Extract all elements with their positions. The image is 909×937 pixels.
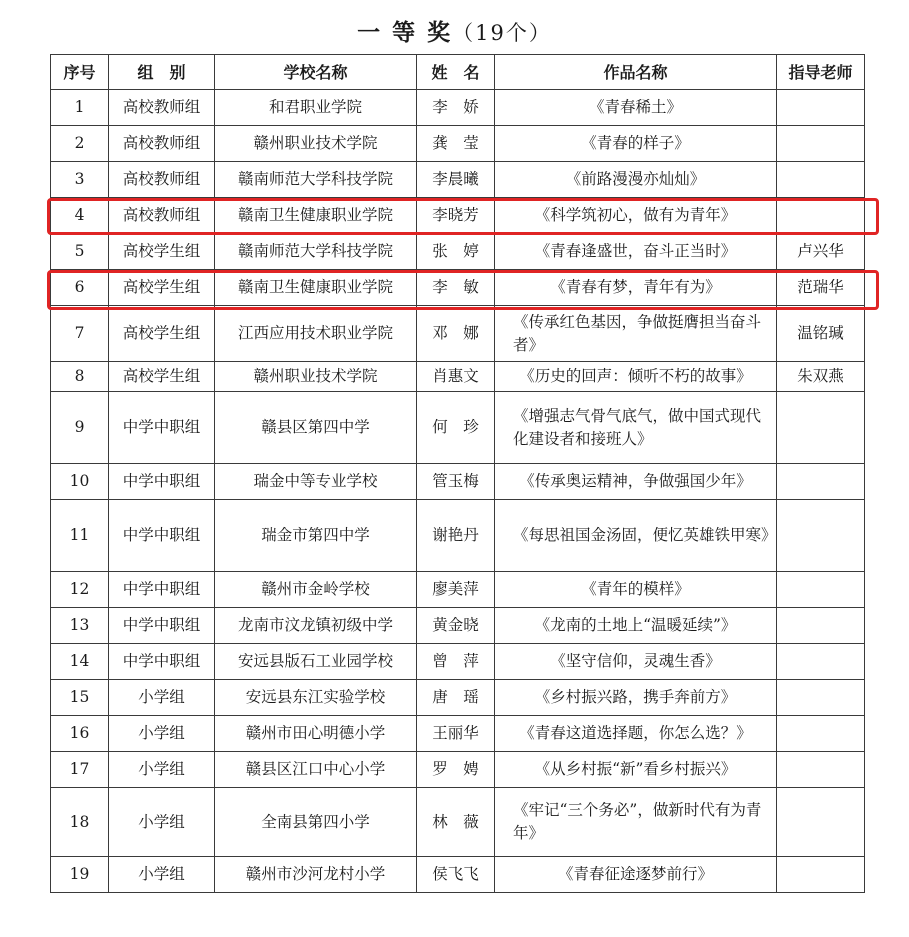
cell-group: 高校教师组	[109, 162, 215, 198]
cell-name: 李 敏	[417, 270, 495, 306]
cell-school: 赣县区第四中学	[215, 392, 417, 464]
cell-school: 安远县版石工业园学校	[215, 644, 417, 680]
table-row	[51, 198, 865, 234]
cell-no: 11	[51, 500, 109, 572]
cell-name: 谢艳丹	[417, 500, 495, 572]
cell-no: 5	[51, 234, 109, 270]
table-row	[51, 306, 865, 362]
cell-group: 高校教师组	[109, 90, 215, 126]
header-name: 姓 名	[417, 55, 495, 90]
cell-work: 《青春征途逐梦前行》	[495, 857, 777, 893]
header-no: 序号	[51, 55, 109, 90]
table-row	[51, 464, 865, 500]
cell-name: 李 娇	[417, 90, 495, 126]
cell-work: 《传承奥运精神，争做强国少年》	[495, 464, 777, 500]
cell-teacher	[777, 608, 865, 644]
table-row	[51, 644, 865, 680]
table-row	[51, 716, 865, 752]
cell-school: 赣州职业技术学院	[215, 126, 417, 162]
cell-school: 赣州市田心明德小学	[215, 716, 417, 752]
cell-teacher: 范瑞华	[777, 270, 865, 306]
table-row	[51, 270, 865, 306]
cell-work: 《青春有梦，青年有为》	[495, 270, 777, 306]
cell-name: 罗 娉	[417, 752, 495, 788]
cell-group: 高校学生组	[109, 234, 215, 270]
cell-work: 《青春的样子》	[495, 126, 777, 162]
header-teacher: 指导老师	[777, 55, 865, 90]
cell-work: 《青年的模样》	[495, 572, 777, 608]
cell-group: 小学组	[109, 752, 215, 788]
cell-teacher	[777, 644, 865, 680]
cell-group: 高校学生组	[109, 270, 215, 306]
cell-name: 李晓芳	[417, 198, 495, 234]
cell-no: 9	[51, 392, 109, 464]
cell-school: 和君职业学院	[215, 90, 417, 126]
cell-teacher	[777, 857, 865, 893]
cell-teacher	[777, 162, 865, 198]
cell-work: 《传承红色基因，争做挺膺担当奋斗者》	[495, 306, 777, 362]
cell-school: 全南县第四小学	[215, 788, 417, 857]
cell-group: 小学组	[109, 857, 215, 893]
cell-school: 安远县东江实验学校	[215, 680, 417, 716]
cell-no: 1	[51, 90, 109, 126]
table-row	[51, 162, 865, 198]
title-count: （19个）	[452, 21, 552, 45]
header-school: 学校名称	[215, 55, 417, 90]
table-row	[51, 788, 865, 857]
cell-no: 2	[51, 126, 109, 162]
cell-no: 13	[51, 608, 109, 644]
cell-work: 《青春逢盛世，奋斗正当时》	[495, 234, 777, 270]
cell-work: 《青春这道选择题，你怎么选？》	[495, 716, 777, 752]
cell-group: 小学组	[109, 788, 215, 857]
cell-group: 高校教师组	[109, 126, 215, 162]
cell-teacher	[777, 680, 865, 716]
cell-teacher: 温铭瑊	[777, 306, 865, 362]
cell-school: 赣南卫生健康职业学院	[215, 270, 417, 306]
cell-work: 《乡村振兴路，携手奔前方》	[495, 680, 777, 716]
cell-group: 中学中职组	[109, 500, 215, 572]
cell-work: 《龙南的土地上“温暖延续”》	[495, 608, 777, 644]
cell-no: 4	[51, 198, 109, 234]
cell-no: 14	[51, 644, 109, 680]
cell-teacher	[777, 126, 865, 162]
cell-school: 龙南市汶龙镇初级中学	[215, 608, 417, 644]
cell-name: 侯飞飞	[417, 857, 495, 893]
cell-work: 《前路漫漫亦灿灿》	[495, 162, 777, 198]
table-row	[51, 752, 865, 788]
table-row	[51, 392, 865, 464]
table-row	[51, 362, 865, 392]
cell-name: 唐 瑶	[417, 680, 495, 716]
cell-no: 6	[51, 270, 109, 306]
table-row	[51, 572, 865, 608]
cell-name: 王丽华	[417, 716, 495, 752]
cell-teacher: 朱双燕	[777, 362, 865, 392]
cell-group: 中学中职组	[109, 608, 215, 644]
cell-teacher	[777, 788, 865, 857]
cell-work: 《每思祖国金汤固，便忆英雄铁甲寒》	[495, 500, 777, 572]
cell-school: 赣南师范大学科技学院	[215, 234, 417, 270]
awards-table	[50, 54, 865, 893]
cell-name: 林 薇	[417, 788, 495, 857]
cell-group: 小学组	[109, 716, 215, 752]
table-row	[51, 680, 865, 716]
cell-school: 赣州职业技术学院	[215, 362, 417, 392]
cell-work: 《青春稀土》	[495, 90, 777, 126]
cell-no: 19	[51, 857, 109, 893]
cell-name: 龚 莹	[417, 126, 495, 162]
cell-no: 10	[51, 464, 109, 500]
cell-group: 高校教师组	[109, 198, 215, 234]
cell-school: 瑞金市第四中学	[215, 500, 417, 572]
cell-teacher: 卢兴华	[777, 234, 865, 270]
cell-teacher	[777, 500, 865, 572]
cell-group: 小学组	[109, 680, 215, 716]
cell-name: 肖惠文	[417, 362, 495, 392]
cell-name: 廖美萍	[417, 572, 495, 608]
table-row	[51, 234, 865, 270]
header-group: 组 别	[109, 55, 215, 90]
cell-school: 赣县区江口中心小学	[215, 752, 417, 788]
cell-group: 高校学生组	[109, 362, 215, 392]
cell-no: 3	[51, 162, 109, 198]
cell-teacher	[777, 392, 865, 464]
cell-school: 赣州市金岭学校	[215, 572, 417, 608]
cell-teacher	[777, 90, 865, 126]
cell-group: 中学中职组	[109, 464, 215, 500]
cell-group: 中学中职组	[109, 644, 215, 680]
cell-teacher	[777, 572, 865, 608]
cell-name: 黄金晓	[417, 608, 495, 644]
cell-group: 中学中职组	[109, 572, 215, 608]
cell-work: 《牢记“三个务必”，做新时代有为青年》	[495, 788, 777, 857]
cell-school: 江西应用技术职业学院	[215, 306, 417, 362]
table-row	[51, 857, 865, 893]
cell-work: 《增强志气骨气底气，做中国式现代化建设者和接班人》	[495, 392, 777, 464]
cell-name: 张 婷	[417, 234, 495, 270]
table-row	[51, 126, 865, 162]
table-row	[51, 608, 865, 644]
cell-name: 何 珍	[417, 392, 495, 464]
cell-no: 8	[51, 362, 109, 392]
cell-name: 管玉梅	[417, 464, 495, 500]
header-row	[51, 55, 865, 90]
cell-school: 赣州市沙河龙村小学	[215, 857, 417, 893]
cell-work: 《历史的回声：倾听不朽的故事》	[495, 362, 777, 392]
cell-no: 18	[51, 788, 109, 857]
table-row	[51, 90, 865, 126]
cell-school: 赣南卫生健康职业学院	[215, 198, 417, 234]
page-title	[0, 14, 909, 47]
cell-teacher	[777, 198, 865, 234]
cell-school: 瑞金中等专业学校	[215, 464, 417, 500]
cell-teacher	[777, 716, 865, 752]
cell-school: 赣南师范大学科技学院	[215, 162, 417, 198]
cell-group: 中学中职组	[109, 392, 215, 464]
title-main: 一 等 奖	[357, 19, 453, 46]
cell-work: 《坚守信仰，灵魂生香》	[495, 644, 777, 680]
cell-teacher	[777, 752, 865, 788]
cell-no: 7	[51, 306, 109, 362]
cell-name: 李晨曦	[417, 162, 495, 198]
cell-name: 曾 萍	[417, 644, 495, 680]
cell-no: 17	[51, 752, 109, 788]
cell-name: 邓 娜	[417, 306, 495, 362]
cell-teacher	[777, 464, 865, 500]
table-row	[51, 500, 865, 572]
cell-work: 《科学筑初心，做有为青年》	[495, 198, 777, 234]
cell-no: 15	[51, 680, 109, 716]
cell-group: 高校学生组	[109, 306, 215, 362]
cell-work: 《从乡村振“新”看乡村振兴》	[495, 752, 777, 788]
cell-no: 16	[51, 716, 109, 752]
header-work: 作品名称	[495, 55, 777, 90]
cell-no: 12	[51, 572, 109, 608]
